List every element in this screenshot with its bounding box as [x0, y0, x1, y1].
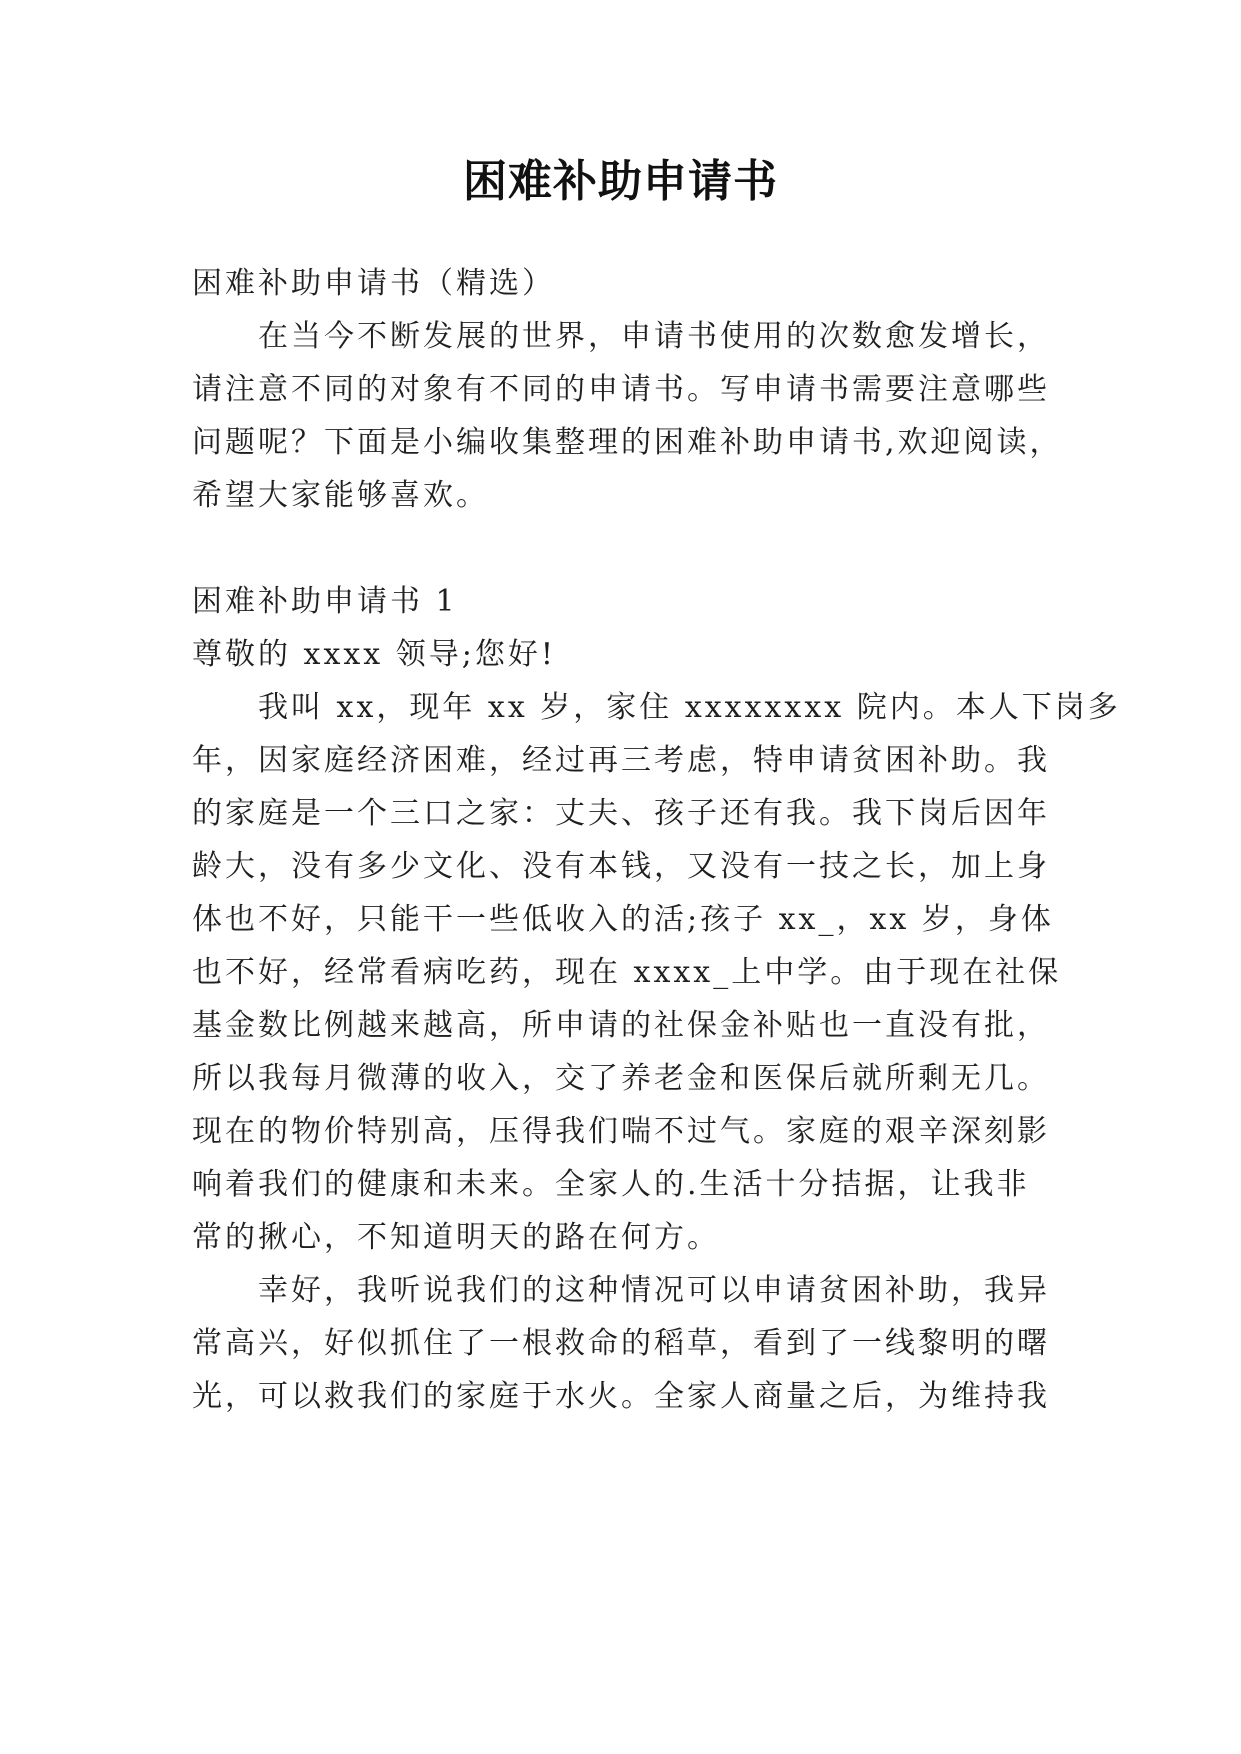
paragraph-line: 基金数比例越来越高，所申请的社保金补贴也一直没有批，	[192, 1008, 1050, 1043]
paragraph-line: 幸好，我听说我们的这种情况可以申请贫困补助，我异	[258, 1273, 1050, 1308]
paragraph-line: 龄大，没有多少文化、没有本钱，又没有一技之长，加上身	[192, 849, 1050, 884]
intro-line: 在当今不断发展的世界，申请书使用的次数愈发增长，	[258, 319, 1050, 354]
paragraph-line: 响着我们的健康和未来。全家人的.生活十分拮据，让我非	[192, 1167, 1030, 1202]
salutation: 尊敬的 xxxx 领导;您好!	[192, 637, 556, 672]
paragraph-line: 常高兴，好似抓住了一根救命的稻草，看到了一线黎明的曙	[192, 1326, 1050, 1361]
paragraph-line: 现在的物价特别高，压得我们喘不过气。家庭的艰辛深刻影	[192, 1114, 1050, 1149]
section-heading: 困难补助申请书 1	[192, 584, 458, 619]
paragraph-line: 光，可以救我们的家庭于水火。全家人商量之后，为维持我	[192, 1379, 1050, 1414]
intro-line: 请注意不同的对象有不同的申请书。写申请书需要注意哪些	[192, 372, 1050, 407]
paragraph-line: 年，因家庭经济困难，经过再三考虑，特申请贫困补助。我	[192, 743, 1050, 778]
document-subtitle: 困难补助申请书（精选）	[192, 266, 555, 301]
paragraph-line: 也不好，经常看病吃药，现在 xxxx_上中学。由于现在社保	[192, 955, 1062, 990]
intro-line: 问题呢？下面是小编收集整理的困难补助申请书,欢迎阅读，	[192, 425, 1063, 460]
document-title: 困难补助申请书	[463, 156, 778, 207]
paragraph-line: 常的揪心，不知道明天的路在何方。	[192, 1220, 720, 1255]
paragraph-line: 体也不好，只能干一些低收入的活;孩子 xx_，xx 岁，身体	[192, 902, 1054, 937]
paragraph-line: 的家庭是一个三口之家：丈夫、孩子还有我。我下岗后因年	[192, 796, 1050, 831]
paragraph-line: 我叫 xx，现年 xx 岁，家住 xxxxxxxx 院内。本人下岗多	[258, 690, 1121, 725]
intro-line: 希望大家能够喜欢。	[192, 478, 489, 513]
paragraph-line: 所以我每月微薄的收入，交了养老金和医保后就所剩无几。	[192, 1061, 1050, 1096]
